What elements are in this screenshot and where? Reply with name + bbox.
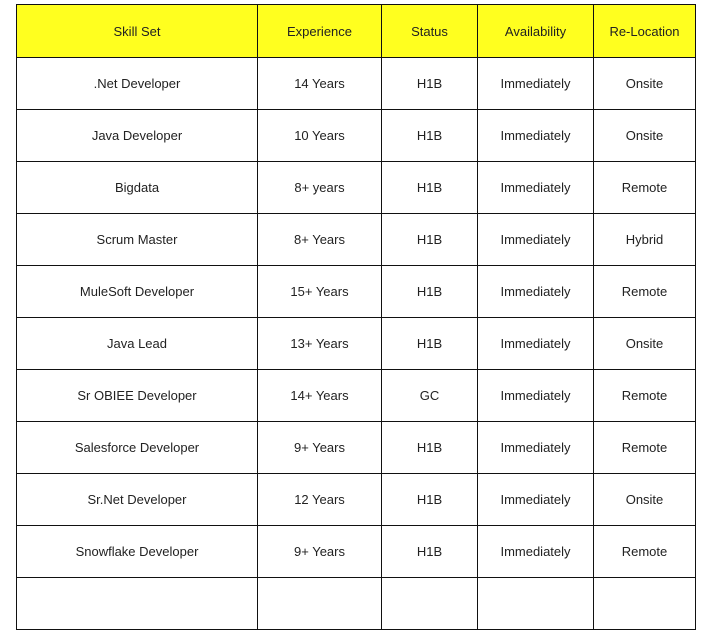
cell-status: H1B xyxy=(382,266,478,318)
cell-experience: 10 Years xyxy=(258,110,382,162)
cell-experience: 8+ years xyxy=(258,162,382,214)
table-row xyxy=(17,526,696,578)
cell-empty xyxy=(258,578,382,630)
cell-skill-set: Snowflake Developer xyxy=(17,526,258,578)
cell-experience: 8+ Years xyxy=(258,214,382,266)
table-row xyxy=(17,422,696,474)
header-experience: Experience xyxy=(258,5,382,58)
table-row xyxy=(17,370,696,422)
cell-skill-set: Salesforce Developer xyxy=(17,422,258,474)
cell-empty xyxy=(17,578,258,630)
cell-status: H1B xyxy=(382,526,478,578)
header-row xyxy=(17,5,696,58)
cell-experience: 15+ Years xyxy=(258,266,382,318)
candidates-table xyxy=(16,4,696,630)
cell-status: H1B xyxy=(382,162,478,214)
cell-skill-set: .Net Developer xyxy=(17,58,258,110)
cell-availability: Immediately xyxy=(478,110,594,162)
cell-relocation: Onsite xyxy=(594,58,696,110)
cell-availability: Immediately xyxy=(478,370,594,422)
table-row xyxy=(17,162,696,214)
header-relocation: Re-Location xyxy=(594,5,696,58)
cell-status: H1B xyxy=(382,474,478,526)
cell-status: H1B xyxy=(382,58,478,110)
cell-skill-set: Java Lead xyxy=(17,318,258,370)
cell-relocation: Onsite xyxy=(594,318,696,370)
cell-relocation: Remote xyxy=(594,422,696,474)
cell-skill-set: Bigdata xyxy=(17,162,258,214)
cell-availability: Immediately xyxy=(478,318,594,370)
header-skill-set: Skill Set xyxy=(17,5,258,58)
cell-relocation: Hybrid xyxy=(594,214,696,266)
cell-status: H1B xyxy=(382,214,478,266)
cell-status: H1B xyxy=(382,318,478,370)
table-row xyxy=(17,266,696,318)
cell-skill-set: Scrum Master xyxy=(17,214,258,266)
cell-relocation: Remote xyxy=(594,162,696,214)
cell-relocation: Onsite xyxy=(594,110,696,162)
cell-status: GC xyxy=(382,370,478,422)
cell-experience: 12 Years xyxy=(258,474,382,526)
cell-skill-set: Sr OBIEE Developer xyxy=(17,370,258,422)
cell-relocation: Remote xyxy=(594,370,696,422)
cell-availability: Immediately xyxy=(478,214,594,266)
cell-relocation: Remote xyxy=(594,526,696,578)
table-row xyxy=(17,214,696,266)
cell-availability: Immediately xyxy=(478,162,594,214)
cell-empty xyxy=(478,578,594,630)
cell-skill-set: MuleSoft Developer xyxy=(17,266,258,318)
cell-experience: 9+ Years xyxy=(258,422,382,474)
cell-availability: Immediately xyxy=(478,58,594,110)
cell-relocation: Remote xyxy=(594,266,696,318)
cell-empty xyxy=(594,578,696,630)
cell-status: H1B xyxy=(382,422,478,474)
table-row xyxy=(17,318,696,370)
cell-relocation: Onsite xyxy=(594,474,696,526)
table-row xyxy=(17,110,696,162)
cell-empty xyxy=(382,578,478,630)
cell-skill-set: Java Developer xyxy=(17,110,258,162)
cell-experience: 13+ Years xyxy=(258,318,382,370)
cell-availability: Immediately xyxy=(478,474,594,526)
cell-availability: Immediately xyxy=(478,266,594,318)
cell-experience: 14+ Years xyxy=(258,370,382,422)
cell-availability: Immediately xyxy=(478,422,594,474)
table-row xyxy=(17,474,696,526)
table-row xyxy=(17,58,696,110)
header-availability: Availability xyxy=(478,5,594,58)
table-row-partial xyxy=(17,578,696,630)
cell-availability: Immediately xyxy=(478,526,594,578)
cell-experience: 9+ Years xyxy=(258,526,382,578)
cell-experience: 14 Years xyxy=(258,58,382,110)
cell-status: H1B xyxy=(382,110,478,162)
cell-skill-set: Sr.Net Developer xyxy=(17,474,258,526)
header-status: Status xyxy=(382,5,478,58)
